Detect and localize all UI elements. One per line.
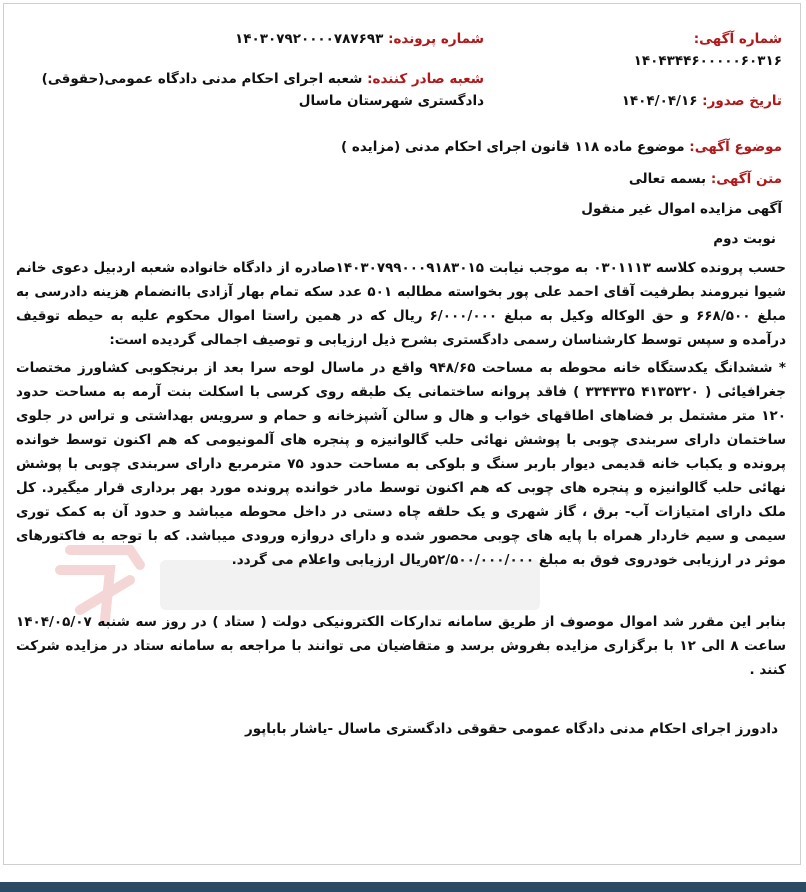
ad-number-row	[557, 28, 782, 72]
paragraph-property: * ششدانگ یکدستگاه خانه محوطه به مساحت ۹۴۸/۶۵ واقع در ماسال لوحه سرا بعد از برنجکوبی کشاورز مختصات جغرافیائی ( ۴۱۳۵۳۲۰ ۳۳۴۳۳۵ ) فاقد پروانه ساختمانی یک طبقه روی کرسی با اسکلت بنت آرمه به مساحت حدود ۱۲۰ متر مشتمل بر فضاهای اطاقهای خواب و هال و سالن آشپزخانه و حمام و سرویس بهداشتی و تراس در جلوی ساختمان دارای سربندی چوبی با پوشش نهائی حلب گالوانیزه و پنجره های آلمونیومی که هم اکنون توسط خوانده پرونده و یکباب خانه قدیمی دیوار باربر سنگ و بلوکی به مساحت حدود ۷۵ مترمربع دارای سربندی چوبی با پوشش نهائی حلب گالوانیزه و پنجره های چوبی که هم اکنون توسط مادر خوانده پرونده مورد بهر برداری قرار میگیرد. کل ملک دارای امتیازات آب- برق ، گاز شهری و یک حلقه چاه دستی در داخل محوطه میباشد و حدود آن به کمک توری سیمی و سیم خاردار همراه با پایه های چوبی محصور شده و دارای دروازه ورودی میباشد. که با توجه به فاکتورهای موثر در ارزیابی خودروی فوق به مبلغ ۵۲/۵۰۰/۰۰۰/۰۰۰ریال ارزیابی واعلام می گردد.	[16, 360, 787, 568]
issue-date-label: تاریخ صدور:	[702, 93, 782, 109]
issuer-row	[14, 68, 484, 112]
issue-date-row	[557, 90, 782, 112]
signature: دادورز اجرای احکام مدنی دادگاه عمومی حقوقی دادگستری ماسال -یاشار باباپور	[244, 721, 778, 737]
subject-row	[14, 134, 790, 160]
issue-date: ۱۴۰۴/۰۴/۱۶	[621, 93, 698, 109]
meta-left-column	[14, 28, 484, 130]
subject-label: موضوع آگهی:	[689, 139, 782, 155]
case-number: ۱۴۰۳۰۷۹۲۰۰۰۰۷۸۷۶۹۳	[235, 31, 384, 47]
issuer: شعبه اجرای احکام مدنی دادگاه عمومی(حقوقی) دادگستری شهرستان ماسال	[41, 71, 484, 109]
announcement-heading: آگهی مزایده اموال غیر منقول	[581, 201, 782, 217]
subject-value: موضوع ماده ۱۱۸ قانون اجرای احکام مدنی (مزایده )	[341, 139, 685, 155]
bismillah: بسمه تعالی	[628, 171, 707, 187]
paragraph-auction: بنابر این مقرر شد اموال موصوف از طریق سامانه تدارکات الکترونیکی دولت ( ستاد ) در روز سه شنبه ۱۴۰۴/۰۵/۰۷ ساعت ۸ الی ۱۲ با برگزاری مزایده بفروش برسد و متقاضیان می توانند با مراجعه به سامانه ستاد در مزایده شرکت کنند .	[16, 614, 786, 678]
body-label: متن آگهی:	[710, 171, 782, 187]
body-intro-row	[14, 166, 790, 192]
case-number-label: شماره پرونده:	[388, 31, 484, 47]
paragraph-case: حسب پرونده کلاسه ۰۳۰۱۱۱۳ به موجب نیابت ۱۴۰۳۰۷۹۹۰۰۰۹۱۸۳۰۱۵صادره از دادگاه خانواده شعبه اردبیل دعوی خانم شیوا نیرومند بطرفیت آقای احمد علی پور بخواسته مطالبه ۵۰۱ عدد سکه تمام بهار آزادی باانضمام هزینه دادرسی به مبلغ ۶۶۸/۵۰۰ و حق الوکاله وکیل به مبلغ ۶/۰۰۰/۰۰۰ ریال که در همین راستا اموال محکوم علیه به حیطه توقیف درآمده و سپس توسط کارشناسان رسمی دادگستری بشرح ذیل ارزیابی و توصیف اجمالی گردیده است:	[16, 260, 786, 348]
ad-number: ۱۴۰۴۳۴۴۶۰۰۰۰۰۶۰۳۱۶	[633, 53, 782, 69]
issuer-label: شعبه صادر کننده:	[367, 71, 484, 87]
round-label: نوبت دوم	[713, 231, 776, 247]
announcement-document	[14, 28, 790, 742]
ad-number-label: شماره آگهی:	[693, 31, 782, 47]
case-number-row	[14, 28, 484, 50]
bottom-bar	[0, 882, 806, 892]
meta-section	[14, 28, 790, 130]
meta-right-column	[557, 28, 790, 130]
